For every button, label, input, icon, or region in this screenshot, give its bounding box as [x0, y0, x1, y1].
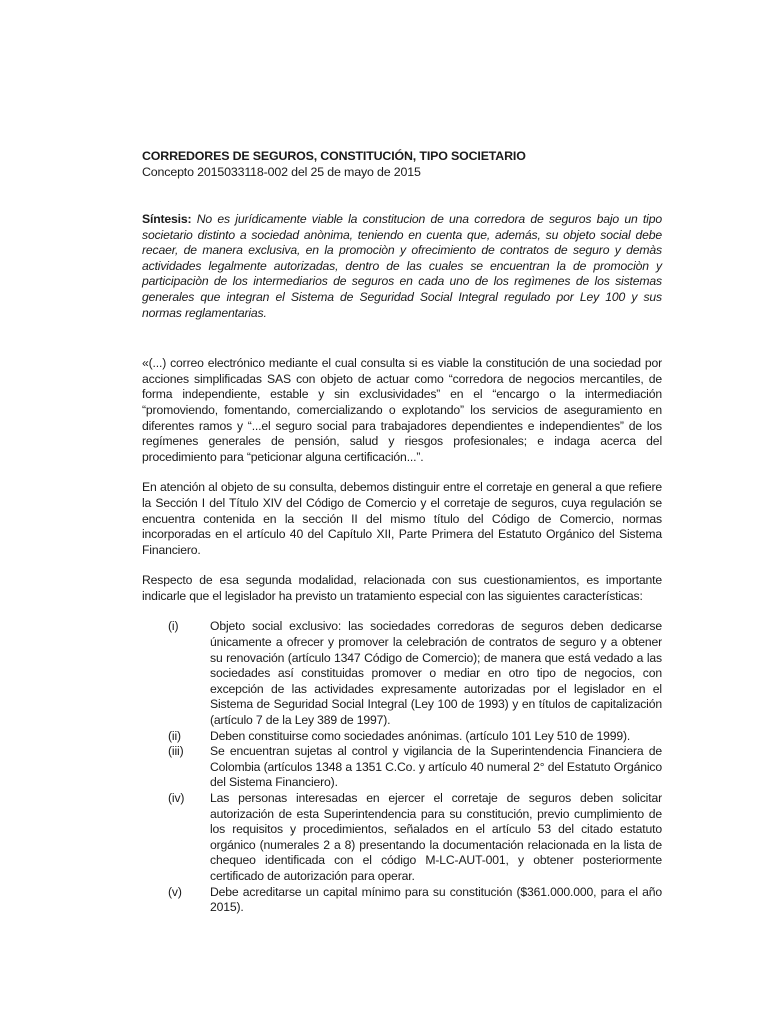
list-item: [142, 729, 662, 745]
document-subtitle: Concepto 2015033118-002 del 25 de mayo de 2015: [142, 165, 421, 179]
paragraph-2: En atención al objeto de su consulta, debemos distinguir entre el corretaje en general a que refiere la Sección I del Título XIV del Código de Comercio y el corretaje de seguros, cuya regulación se encuentra contenida en la sección II del mismo título del Código de Comercio, normas incorporadas en el artículo 40 del Capítulo XII, Parte Primera del Estatuto Orgánico del Sistema Financiero.: [142, 480, 662, 557]
document-body: [142, 148, 662, 916]
list-item-number: (v): [168, 884, 182, 899]
synthesis-paragraph: [142, 212, 662, 321]
list-item-text: Se encuentran sujetas al control y vigilancia de la Superintendencia Financiera de Colombia (artículos 1348 a 1351 C.Co. y artículo 40 numeral 2° del Estatuto Orgánico del Sistema Financiero).: [210, 744, 662, 790]
list-item: [142, 744, 662, 791]
synthesis-label: Síntesis:: [142, 212, 192, 226]
synthesis-text: No es jurídicamente viable la constitucion de una corredora de seguros bajo un tipo societario distinto a sociedad anònima, teniendo en cuenta que, además, su objeto social debe recaer, de manera exclusiva, en la promociòn y ofrecimiento de contratos de seguro y demàs actividades legalmente autorizadas, dentro de las cuales se encuentran la de promociòn y participaciòn de los intermediarios de seguros en cada uno de los regìmenes de los sistemas generales que integran el Sistema de Seguridad Social Integral regulado por Ley 100 y sus normas reglamentarias.: [142, 212, 662, 320]
document-title: CORREDORES DE SEGUROS, CONSTITUCIÓN, TIPO SOCIETARIO: [142, 149, 526, 163]
list-item: [142, 619, 662, 728]
list-item-text: Deben constituirse como sociedades anónimas. (artículo 101 Ley 510 de 1999).: [210, 728, 631, 743]
paragraph-3: Respecto de esa segunda modalidad, relacionada con sus cuestionamientos, es importante indicarle que el legislador ha previsto un tratamiento especial con las siguientes características:: [142, 573, 662, 603]
list-item-number: (iv): [168, 791, 185, 805]
list-item: [142, 885, 662, 916]
quote-paragraph: «(...) correo electrónico mediante el cual consulta si es viable la constitución de una sociedad por acciones simplificadas SAS con objeto de actuar como “corredora de negocios mercantiles, de forma independiente, estable y sin exclusividades” en el “encargo o la intermediación “promoviendo, fomentando, comercializando o explotando” los servicios de aseguramiento en diferentes ramos y “...el seguro social para trabajadores dependientes e independientes” de los regímenes generales de pensión, salud y riesgos profesionales; e indaga acerca del procedimiento para “peticionar alguna certificación...”.: [142, 356, 662, 464]
list-item: [142, 791, 662, 885]
list-item-text: Objeto social exclusivo: las sociedades corredoras de seguros deben dedicarse únicamente a ofrecer y promover la celebración de contratos de seguro y a obtener su renovación (artículo 1347 Código de Comercio); de manera que está vedado a las sociedades así constituidas promover o mediar en otro tipo de negocios, con excepción de las actividades expresamente autorizadas por el legislador en el Sistema de Seguridad Social Integral (Ley 100 de 1993) y en títulos de capitalización (artículo 7 de la Ley 389 de 1997).: [210, 619, 662, 728]
characteristics-list: [142, 619, 662, 915]
list-item-number: (iii): [168, 744, 184, 759]
list-item-text: Las personas interesadas en ejercer el corretaje de seguros deben solicitar autorización de esta Superintendencia para su constitución, previo cumplimiento de los requisitos y procedimientos, señalados en el artículo 53 del citado estatuto orgánico (numerales 2 a 8) presentando la documentación relacionada en la lista de chequeo identificada con el código M-LC-AUT-001, y obtener posteriormente certificado de autorización para operar.: [210, 791, 662, 883]
list-item-text: Debe acreditarse un capital mínimo para su constitución ($361.000.000, para el año 2015).: [210, 884, 662, 915]
list-item-number: (i): [168, 619, 179, 634]
list-item-number: (ii): [168, 728, 181, 743]
